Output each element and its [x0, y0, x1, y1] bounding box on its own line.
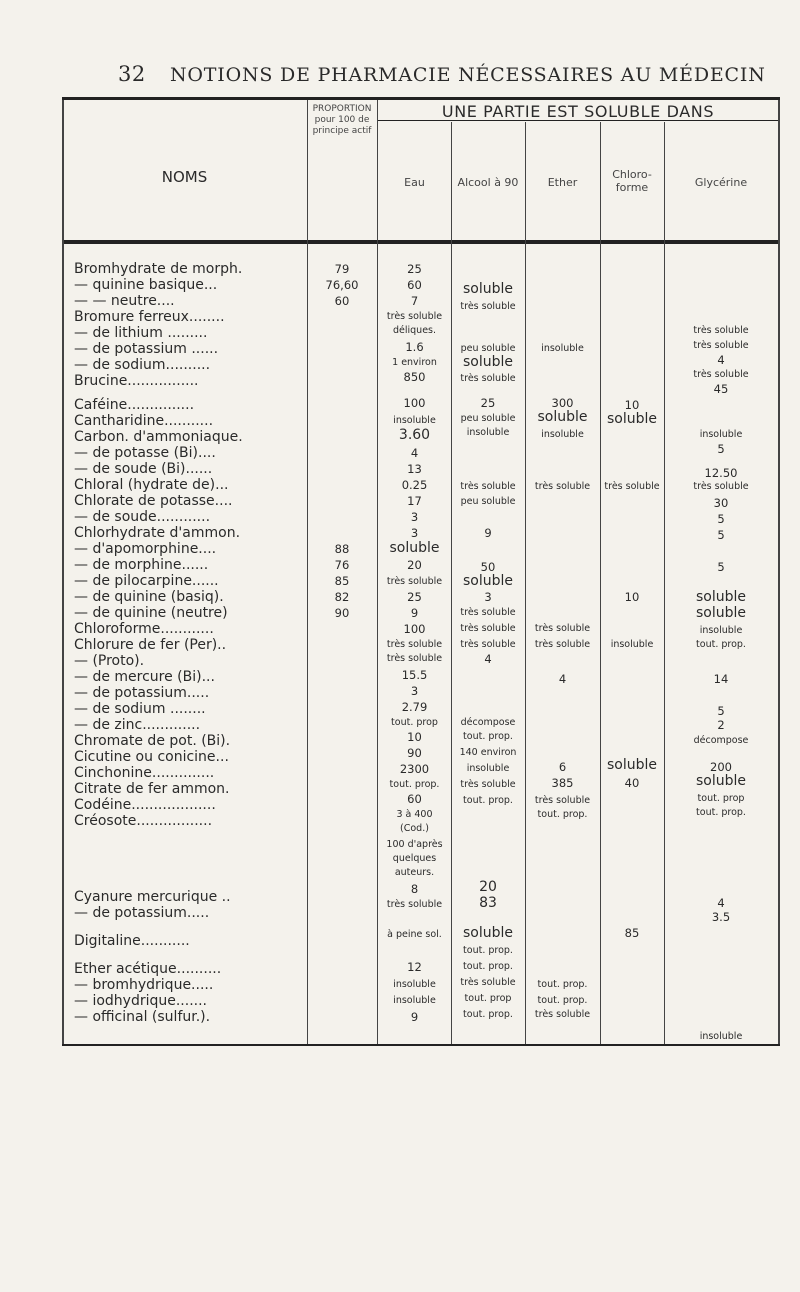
eau-cell: 8 — [410, 882, 419, 896]
glycerine-cell: 3.5 — [711, 910, 731, 924]
proportion-cell: 88 — [334, 542, 350, 556]
eau-cell: 17 — [407, 494, 422, 508]
ether-cell: très soluble — [534, 623, 591, 634]
eau-cell: 3 — [410, 510, 419, 524]
row-name: Créosote................. — [74, 813, 213, 829]
glycerine-cell: tout. prop — [697, 793, 745, 804]
glycerine-cell: soluble — [695, 605, 746, 621]
glycerine-cell: insoluble — [699, 1031, 743, 1042]
glycerine-cell: 45 — [713, 382, 729, 396]
eau-cell: 60 — [407, 278, 422, 292]
proportion-cell: 90 — [334, 606, 350, 620]
eau-cell: 100 d'après — [386, 839, 443, 850]
eau-cell: 3 à 400 — [396, 809, 433, 820]
alcool-cell: tout. prop. — [463, 731, 513, 742]
eau-cell: tout. prop. — [389, 779, 440, 790]
eau-cell: 13 — [407, 462, 422, 476]
ether-cell: 300 — [551, 396, 574, 410]
row-name: — bromhydrique..... — [74, 977, 214, 993]
eau-cell: quelques — [392, 853, 437, 864]
glycerine-cell: très soluble — [693, 481, 749, 492]
page-number: 32 — [118, 62, 146, 86]
eau-cell: très soluble — [386, 311, 443, 322]
col-divider — [525, 122, 526, 1044]
eau-cell: 20 — [407, 558, 422, 572]
header-rule — [62, 240, 780, 244]
eau-cell: 60 — [407, 792, 422, 806]
row-name: — de mercure (Bi)... — [74, 669, 215, 685]
alcool-cell: 50 — [480, 560, 496, 574]
eau-cell: 25 — [407, 262, 422, 276]
chloroforme-header: Chloro-forme — [612, 168, 652, 194]
glycerine-cell: 5 — [717, 442, 725, 456]
row-name: Cicutine ou conicine... — [74, 749, 229, 765]
eau-cell: 3 — [410, 684, 419, 698]
alcool-cell: peu soluble — [460, 496, 516, 507]
chloroforme-cell: 85 — [624, 926, 640, 940]
chloroforme-cell: 10 — [624, 398, 640, 412]
alcool-cell: tout. prop. — [463, 945, 513, 956]
row-name: — de soude (Bi)...... — [74, 461, 213, 477]
row-name: — de sodium.......... — [74, 357, 211, 373]
eau-cell: 9 — [410, 606, 419, 620]
col-divider — [600, 122, 601, 1044]
glycerine-cell: très soluble — [693, 325, 749, 336]
eau-cell: déliques. — [392, 325, 437, 336]
ether-cell: 6 — [558, 760, 567, 774]
ether-cell: très soluble — [534, 639, 591, 650]
alcool-cell: 3 — [484, 590, 492, 604]
glycerine-cell: 5 — [717, 560, 725, 574]
noms-header: NOMS — [161, 168, 208, 186]
alcool-cell: insoluble — [466, 427, 510, 438]
glycerine-cell: très soluble — [693, 340, 749, 351]
eau-cell: insoluble — [393, 979, 436, 990]
alcool-cell: très soluble — [460, 639, 516, 650]
alcool-cell: 140 environ — [459, 747, 517, 758]
glycerine-cell: soluble — [695, 773, 746, 789]
row-name: — de lithium ......... — [74, 325, 208, 341]
row-name: Bromhydrate de morph. — [74, 261, 243, 277]
col-divider — [307, 100, 308, 1044]
alcool-cell: très soluble — [460, 779, 516, 790]
eau-cell: 9 — [410, 1010, 419, 1024]
glycerine-cell: 4 — [717, 896, 725, 910]
proportion-cell: 76 — [334, 558, 350, 572]
eau-cell: 1.6 — [405, 340, 424, 354]
ether-cell: tout. prop. — [537, 809, 588, 820]
row-name: Chlorate de potasse.... — [74, 493, 233, 509]
eau-cell: 2300 — [399, 762, 430, 776]
glycerine-cell: 5 — [717, 512, 725, 526]
ether-cell: tout. prop. — [537, 995, 588, 1006]
eau-cell: insoluble — [393, 995, 436, 1006]
alcool-cell: soluble — [462, 354, 513, 370]
row-name: — de quinine (neutre) — [74, 605, 228, 621]
glycerine-cell: 5 — [717, 704, 725, 718]
eau-cell: 3.60 — [398, 427, 431, 443]
eau-cell: 100 — [403, 622, 426, 636]
eau-cell: 1 environ — [392, 357, 437, 368]
chloroforme-cell: soluble — [606, 757, 657, 773]
eau-cell: 15.5 — [401, 668, 428, 682]
ether-header: Ether — [547, 176, 578, 189]
eau-cell: 7 — [410, 294, 419, 308]
eau-cell: très soluble — [386, 899, 443, 910]
row-name: Chlorure de fer (Per).. — [74, 637, 227, 653]
alcool-cell: 9 — [484, 526, 492, 540]
alcool-cell: 83 — [479, 895, 497, 911]
glycerine-cell: 200 — [710, 760, 732, 774]
alcool-cell: très soluble — [460, 481, 516, 492]
row-name: Cyanure mercurique .. — [74, 889, 231, 905]
row-name: — de potasse (Bi).... — [74, 445, 216, 461]
eau-header: Eau — [404, 176, 425, 189]
alcool-cell: 25 — [480, 396, 496, 410]
row-name: — de potassium..... — [74, 905, 210, 921]
row-name: — de morphine...... — [74, 557, 209, 573]
glycerine-cell: 30 — [713, 496, 729, 510]
glycerine-cell: insoluble — [699, 429, 743, 440]
eau-cell: 2.79 — [401, 700, 428, 714]
glycerine-cell: 14 — [713, 672, 729, 686]
alcool-cell: très soluble — [460, 301, 516, 312]
ether-cell: 4 — [558, 672, 567, 686]
chloroforme-cell: très soluble — [604, 481, 660, 492]
alcool-cell: décompose — [460, 717, 516, 728]
row-name: Caféine............... — [74, 397, 195, 413]
glycerine-cell: tout. prop. — [696, 807, 746, 818]
alcool-header: Alcool à 90 — [457, 176, 519, 189]
alcool-cell: très soluble — [460, 373, 516, 384]
ether-cell: très soluble — [534, 481, 591, 492]
eau-cell: 850 — [403, 370, 426, 384]
row-name: — de quinine (basiq). — [74, 589, 224, 605]
alcool-cell: 20 — [479, 879, 497, 895]
row-name: — de potassium..... — [74, 685, 210, 701]
glycerine-cell: 4 — [717, 353, 725, 367]
glycerine-cell: 12.50 — [704, 466, 738, 480]
left-border — [62, 100, 64, 1044]
row-name: Chloral (hydrate de)... — [74, 477, 229, 493]
row-name: Chloroforme............ — [74, 621, 214, 637]
row-name: Brucine................ — [74, 373, 199, 389]
row-name: Carbon. d'ammoniaque. — [74, 429, 243, 445]
row-name: — iodhydrique....... — [74, 993, 208, 1009]
row-name: Chromate de pot. (Bi). — [74, 733, 231, 749]
eau-cell: très soluble — [386, 653, 443, 664]
glycerine-cell: très soluble — [693, 369, 749, 380]
proportion-header: PROPORTION pour 100 de principe actif — [312, 104, 372, 136]
ether-cell: tout. prop. — [537, 979, 588, 990]
chloroforme-cell: 40 — [624, 776, 640, 790]
ether-cell: soluble — [537, 409, 588, 425]
eau-cell: 4 — [410, 446, 419, 460]
glycerine-cell: tout. prop. — [696, 639, 746, 650]
glycerine-cell: soluble — [695, 589, 746, 605]
alcool-cell: 4 — [484, 652, 492, 666]
alcool-cell: tout. prop. — [463, 1009, 513, 1020]
alcool-cell: tout. prop — [464, 993, 512, 1004]
eau-cell: 3 — [410, 526, 419, 540]
ether-cell: 385 — [551, 776, 574, 790]
row-name: Cantharidine........... — [74, 413, 214, 429]
eau-cell: très soluble — [386, 639, 443, 650]
alcool-cell: insoluble — [466, 763, 510, 774]
glycerine-cell: 2 — [717, 718, 725, 732]
proportion-cell: 82 — [334, 590, 350, 604]
group-header: UNE PARTIE EST SOLUBLE DANS — [441, 102, 715, 121]
alcool-cell: peu soluble — [460, 413, 516, 424]
eau-cell: tout. prop — [391, 717, 438, 728]
bottom-rule — [62, 1044, 780, 1046]
eau-cell: 100 — [403, 396, 426, 410]
alcool-cell: soluble — [462, 573, 513, 589]
alcool-cell: peu soluble — [460, 343, 516, 354]
eau-cell: (Cod.) — [400, 823, 429, 834]
eau-cell: 90 — [407, 746, 422, 760]
eau-cell: très soluble — [386, 576, 443, 587]
proportion-cell: 60 — [334, 294, 350, 308]
glycerine-cell: décompose — [693, 735, 749, 746]
eau-cell: 12 — [407, 960, 422, 974]
alcool-cell: très soluble — [460, 977, 516, 988]
row-name: — de zinc............. — [74, 717, 201, 733]
row-name: — quinine basique... — [74, 277, 218, 293]
row-name: — de potassium ...... — [74, 341, 219, 357]
ether-cell: insoluble — [541, 343, 584, 354]
row-name: Ether acétique.......... — [74, 961, 222, 977]
alcool-cell: tout. prop. — [463, 795, 513, 806]
eau-cell: 10 — [407, 730, 422, 744]
running-title: NOTIONS DE PHARMACIE NÉCESSAIRES AU MÉDECIN — [170, 64, 766, 86]
proportion-cell: 76,60 — [325, 278, 359, 292]
glycerine-cell: insoluble — [699, 625, 743, 636]
top-rule — [62, 97, 780, 100]
eau-cell: soluble — [389, 540, 440, 556]
chloroforme-cell: soluble — [606, 411, 657, 427]
eau-cell: 0.25 — [401, 478, 428, 492]
eau-cell: 25 — [407, 590, 422, 604]
glycerine-cell: 5 — [717, 528, 725, 542]
row-name: Bromure ferreux........ — [74, 309, 225, 325]
row-name: Codéine................... — [74, 797, 216, 813]
row-name: — officinal (sulfur.). — [74, 1009, 211, 1025]
ether-cell: très soluble — [534, 795, 591, 806]
row-name: — de sodium ........ — [74, 701, 206, 717]
alcool-cell: soluble — [462, 281, 513, 297]
eau-cell: insoluble — [393, 415, 436, 426]
row-name: — de pilocarpine...... — [74, 573, 219, 589]
row-name: Digitaline........... — [74, 933, 190, 949]
row-name: — de soude............ — [74, 509, 211, 525]
alcool-cell: très soluble — [460, 607, 516, 618]
alcool-cell: tout. prop. — [463, 961, 513, 972]
proportion-cell: 79 — [334, 262, 350, 276]
right-border — [778, 100, 780, 1044]
proportion-cell: 85 — [334, 574, 350, 588]
chloroforme-cell: 10 — [624, 590, 640, 604]
glycerine-header: Glycérine — [694, 176, 748, 189]
row-name: — d'apomorphine.... — [74, 541, 217, 557]
row-name: — — neutre.... — [74, 293, 175, 309]
ether-cell: très soluble — [534, 1009, 591, 1020]
chloroforme-cell: insoluble — [610, 639, 654, 650]
eau-cell: à peine sol. — [387, 929, 442, 940]
alcool-cell: très soluble — [460, 623, 516, 634]
eau-cell: auteurs. — [394, 867, 435, 878]
row-name: Citrate de fer ammon. — [74, 781, 230, 797]
ether-cell: insoluble — [541, 429, 584, 440]
alcool-cell: soluble — [462, 925, 513, 941]
row-name: — (Proto). — [74, 653, 145, 669]
row-name: Cinchonine.............. — [74, 765, 215, 781]
row-name: Chlorhydrate d'ammon. — [74, 525, 241, 541]
